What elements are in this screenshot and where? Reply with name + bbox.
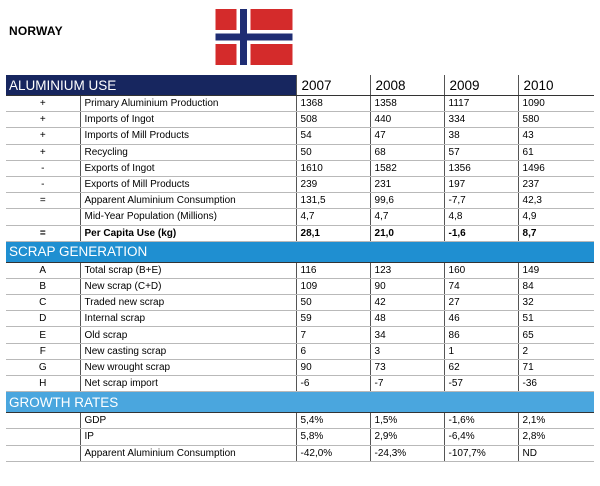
table-row [6,429,594,445]
row-sign [6,429,80,445]
cell-value: 3 [370,343,444,359]
cell-value: 50 [296,144,370,160]
row-label: Primary Aluminium Production [80,96,296,112]
cell-value: 28,1 [296,225,370,241]
cell-value: 4,7 [296,209,370,225]
cell-value: 73 [370,359,444,375]
cell-value: 86 [444,327,518,343]
table-row [6,128,594,144]
cell-value: 4,9 [518,209,594,225]
cell-value: 197 [444,176,518,192]
row-label: New casting scrap [80,343,296,359]
aluminium-use-header-row [6,75,594,96]
table-row [6,262,594,278]
row-label: Exports of Ingot [80,160,296,176]
cell-value: -42,0% [296,445,370,461]
cell-value: 57 [444,144,518,160]
row-sign: E [6,327,80,343]
row-sign: + [6,96,80,112]
cell-value: 1610 [296,160,370,176]
row-label: Apparent Aluminium Consumption [80,445,296,461]
cell-value: -24,3% [370,445,444,461]
table-row [6,112,594,128]
row-sign: G [6,359,80,375]
cell-value: 51 [518,311,594,327]
row-sign: H [6,376,80,392]
row-sign: A [6,262,80,278]
row-sign: C [6,295,80,311]
row-label: Mid-Year Population (Millions) [80,209,296,225]
cell-value: 1496 [518,160,594,176]
year-header: 2008 [370,75,444,96]
table-row [6,225,594,241]
growth-rates-body [6,413,594,462]
table-row [6,144,594,160]
cell-value: -6,4% [444,429,518,445]
table-row [6,311,594,327]
cell-value: 71 [518,359,594,375]
table-row [6,343,594,359]
cell-value: 6 [296,343,370,359]
row-sign: = [6,193,80,209]
growth-rates-header: GROWTH RATES [6,392,594,413]
row-label: Apparent Aluminium Consumption [80,193,296,209]
cell-value: 68 [370,144,444,160]
row-sign: D [6,311,80,327]
cell-value: 65 [518,327,594,343]
cell-value: -1,6 [444,225,518,241]
cell-value: -1,6% [444,413,518,429]
cell-value: 50 [296,295,370,311]
cell-value: 116 [296,262,370,278]
cell-value: 1117 [444,96,518,112]
cell-value: 160 [444,262,518,278]
cell-value: 42 [370,295,444,311]
growth-rates-header-row [6,392,594,413]
cell-value: 34 [370,327,444,343]
row-label: Imports of Ingot [80,112,296,128]
aluminium-use-body [6,96,594,242]
scrap-generation-header: SCRAP GENERATION [6,241,594,262]
cell-value: 508 [296,112,370,128]
row-label: Internal scrap [80,311,296,327]
row-sign: + [6,112,80,128]
table-row [6,445,594,461]
cell-value: 2 [518,343,594,359]
year-header: 2007 [296,75,370,96]
cell-value: 90 [370,278,444,294]
year-header: 2009 [444,75,518,96]
cell-value: ND [518,445,594,461]
row-label: Exports of Mill Products [80,176,296,192]
row-sign: - [6,160,80,176]
cell-value: 5,4% [296,413,370,429]
row-sign: = [6,225,80,241]
cell-value: 2,9% [370,429,444,445]
table-row [6,160,594,176]
cell-value: 440 [370,112,444,128]
cell-value: 7 [296,327,370,343]
cell-value: -6 [296,376,370,392]
row-label: IP [80,429,296,445]
table-row [6,278,594,294]
cell-value: 90 [296,359,370,375]
row-label: GDP [80,413,296,429]
cell-value: 1356 [444,160,518,176]
row-sign: + [6,144,80,160]
cell-value: 1582 [370,160,444,176]
cell-value: 149 [518,262,594,278]
cell-value: 38 [444,128,518,144]
row-label: Imports of Mill Products [80,128,296,144]
cell-value: 84 [518,278,594,294]
scrap-generation-body [6,262,594,392]
row-label: Old scrap [80,327,296,343]
norway-flag-icon [214,9,294,65]
cell-value: 32 [518,295,594,311]
statistics-table [6,75,594,462]
table-row [6,359,594,375]
table-row [6,193,594,209]
cell-value: 1090 [518,96,594,112]
cell-value: 5,8% [296,429,370,445]
cell-value: 59 [296,311,370,327]
row-label: Per Capita Use (kg) [80,225,296,241]
cell-value: 99,6 [370,193,444,209]
aluminium-use-header: ALUMINIUM USE [6,75,296,96]
row-sign: B [6,278,80,294]
row-label: Total scrap (B+E) [80,262,296,278]
row-sign: + [6,128,80,144]
table-row [6,327,594,343]
table-row [6,176,594,192]
row-sign: F [6,343,80,359]
cell-value: 580 [518,112,594,128]
cell-value: -107,7% [444,445,518,461]
row-sign: - [6,176,80,192]
year-header: 2010 [518,75,594,96]
cell-value: 1,5% [370,413,444,429]
country-title: NORWAY [9,24,63,38]
cell-value: 1358 [370,96,444,112]
cell-value: 2,1% [518,413,594,429]
table-row [6,96,594,112]
cell-value: 131,5 [296,193,370,209]
cell-value: 123 [370,262,444,278]
table-row [6,295,594,311]
row-sign [6,445,80,461]
cell-value: -7,7 [444,193,518,209]
cell-value: 43 [518,128,594,144]
table-row [6,376,594,392]
cell-value: 62 [444,359,518,375]
cell-value: 239 [296,176,370,192]
cell-value: 4,7 [370,209,444,225]
cell-value: 74 [444,278,518,294]
cell-value: 27 [444,295,518,311]
cell-value: 47 [370,128,444,144]
row-label: New wrought scrap [80,359,296,375]
cell-value: 8,7 [518,225,594,241]
scrap-generation-header-row [6,241,594,262]
cell-value: 334 [444,112,518,128]
row-label: New scrap (C+D) [80,278,296,294]
cell-value: 2,8% [518,429,594,445]
cell-value: 54 [296,128,370,144]
cell-value: 21,0 [370,225,444,241]
row-label: Net scrap import [80,376,296,392]
cell-value: 4,8 [444,209,518,225]
row-sign [6,209,80,225]
cell-value: 1368 [296,96,370,112]
cell-value: 1 [444,343,518,359]
row-label: Recycling [80,144,296,160]
cell-value: 61 [518,144,594,160]
cell-value: 231 [370,176,444,192]
cell-value: -57 [444,376,518,392]
row-label: Traded new scrap [80,295,296,311]
cell-value: 42,3 [518,193,594,209]
table-row [6,413,594,429]
table-row [6,209,594,225]
cell-value: 109 [296,278,370,294]
cell-value: -36 [518,376,594,392]
cell-value: 46 [444,311,518,327]
cell-value: 237 [518,176,594,192]
cell-value: 48 [370,311,444,327]
cell-value: -7 [370,376,444,392]
row-sign [6,413,80,429]
